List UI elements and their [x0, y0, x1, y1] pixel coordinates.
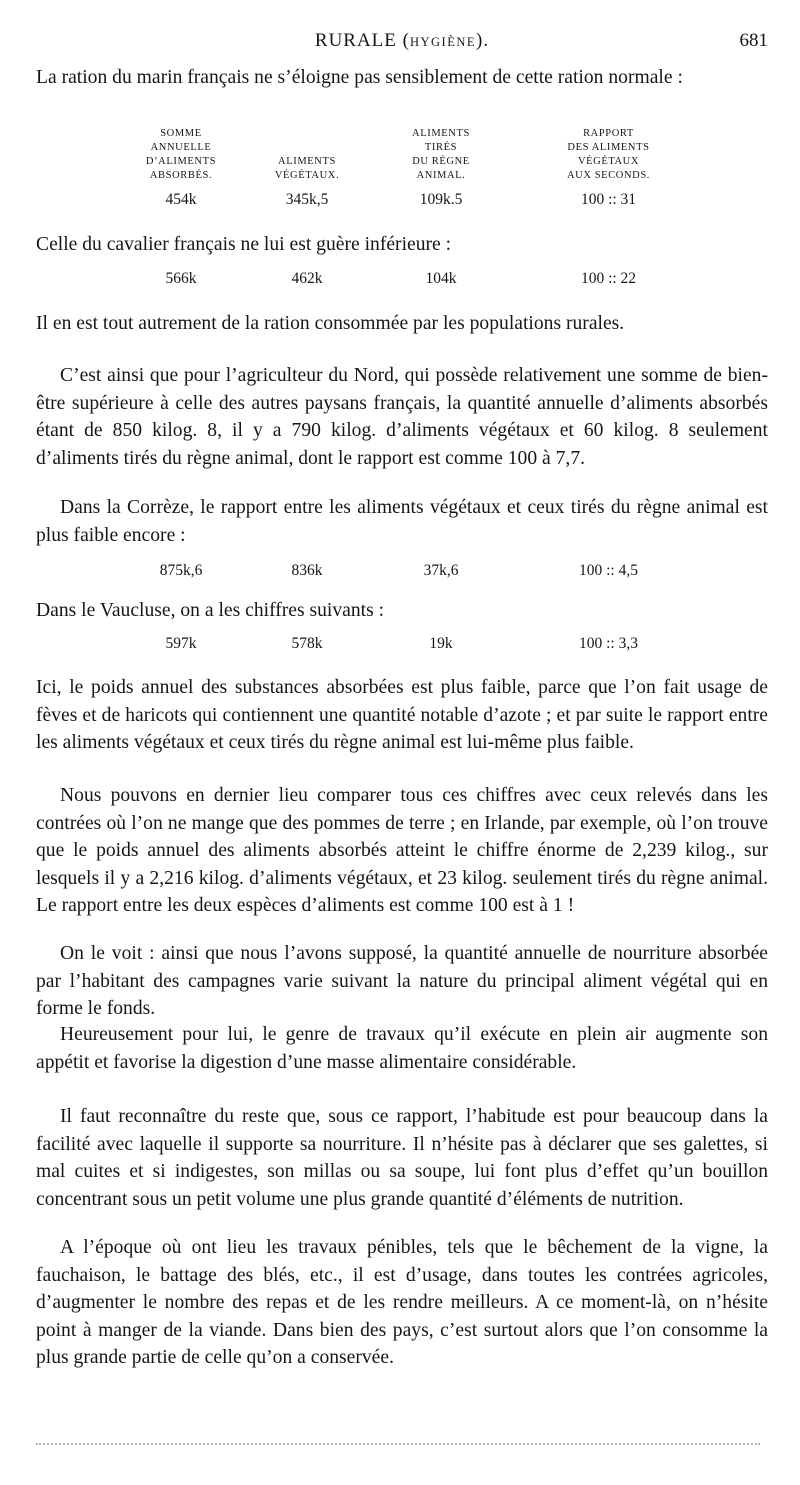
- page-number: 681: [739, 30, 768, 51]
- header-line: VÉGÉTAUX: [577, 156, 640, 167]
- title-main: RURALE (: [314, 30, 410, 51]
- cell-rapport: 100 :: 22: [580, 270, 637, 287]
- paragraph-marin: La ration du marin français ne s’éloigne pas sensiblement de cette ration normale :: [36, 67, 683, 88]
- header-line: D’ALIMENTS: [145, 156, 217, 167]
- header-line: ABSORBÉS.: [149, 170, 213, 181]
- row-correze: [36, 562, 768, 584]
- title-end: ).: [476, 30, 490, 51]
- paragraph-vaucluse: Dans le Vaucluse, on a les chiffres suivants :: [36, 600, 385, 621]
- cell-vegetaux: 836k: [291, 562, 323, 579]
- cell-somme: 454k: [165, 191, 197, 208]
- bottom-rule: [36, 1443, 760, 1445]
- cell-somme: 597k: [165, 635, 197, 652]
- paragraph-habitude: Il faut reconnaître du reste que, sous ce rapport, l’habitude est pour beaucoup dans la facilité avec laquelle il supporte sa nourriture. Il n’hésite pas à déclarer que ses galettes, si mal cuites et si indigestes, son millas ou sa soupe, lui font plus d’effet qu’un bouillon concentrant sous un petit volume une plus grande quantité d’éléments de nutrition.: [36, 1106, 768, 1210]
- ration-table-header: [36, 127, 768, 187]
- paragraph-correze: Dans la Corrèze, le rapport entre les aliments végétaux et ceux tirés du règne animal est plus faible encore :: [36, 497, 768, 546]
- paragraph-nord: C’est ainsi que pour l’agriculteur du Nord, qui possède relativement une somme de bien-être supérieure à celle des autres paysans français, la quantité annuelle d’aliments absorbés étant de 850 kilog. 8, il y a 790 kilog. d’aliments végétaux et 60 kilog. 8 seulement d’aliments tirés du règne animal, dont le rapport est comme 100 à 7,7.: [36, 365, 768, 469]
- running-header: [36, 30, 768, 58]
- header-line: TIRÉS: [424, 142, 458, 153]
- header-line: ALIMENTS: [278, 156, 336, 167]
- cell-vegetaux: 345k,5: [285, 191, 329, 208]
- header-line: DU RÈGNE: [412, 156, 470, 167]
- header-line: DES ALIMENTS: [567, 142, 650, 153]
- title-subject: HYGIÈNE: [409, 35, 477, 49]
- cell-rapport: 100 :: 3,3: [579, 635, 638, 652]
- header-somme-annuelle: [121, 127, 241, 183]
- row-cavalier: [36, 270, 768, 292]
- cell-animaux: 109k.5: [419, 191, 463, 208]
- cell-vegetaux: 462k: [291, 270, 323, 287]
- cell-rapport: 100 :: 4,5: [579, 562, 638, 579]
- row-marin: [36, 191, 768, 213]
- header-line: ANIMAL.: [416, 170, 466, 181]
- header-line: SOMME: [160, 128, 202, 139]
- header-rapport: [541, 127, 676, 183]
- cell-animaux: 37k,6: [423, 562, 459, 579]
- cell-rapport: 100 :: 31: [580, 191, 637, 208]
- paragraph-travaux: Heureusement pour lui, le genre de travaux qu’il exécute en plein air augmente son appétit et favorise la digestion d’une masse alimentaire considérable.: [36, 1024, 768, 1073]
- running-title: [36, 30, 768, 52]
- header-line: VÉGÉTAUX.: [274, 170, 340, 181]
- paragraph-nourriture: On le voit : ainsi que nous l’avons supposé, la quantité annuelle de nourriture absorbée par l’habitant des campagnes varie suivant la nature du principal aliment végétal qui en forme le fonds.: [36, 943, 768, 1020]
- cell-somme: 875k,6: [159, 562, 203, 579]
- header-line: ANNUELLE: [150, 142, 212, 153]
- header-line: AUX SECONDS.: [566, 170, 651, 181]
- cell-animaux: 104k: [425, 270, 457, 287]
- header-line: ALIMENTS: [412, 128, 470, 139]
- paragraph-vaucluse-explanation: Ici, le poids annuel des substances absorbées est plus faible, parce que l’on fait usage de fèves et de haricots qui contiennent une quantité notable d’azote ; et par suite le rapport entre les aliments végétaux et ceux tirés du règne animal est lui-même plus faible.: [36, 677, 768, 754]
- header-line: RAPPORT: [583, 128, 634, 139]
- header-aliments-vegetaux: [247, 127, 367, 183]
- cell-vegetaux: 578k: [291, 635, 323, 652]
- paragraph-rurales: Il en est tout autrement de la ration consommée par les populations rurales.: [36, 313, 625, 334]
- cell-animaux: 19k: [429, 635, 453, 652]
- paragraph-irlande: Nous pouvons en dernier lieu comparer tous ces chiffres avec ceux relevés dans les contrées où l’on ne mange que des pommes de terre ; en Irlande, par exemple, où l’on trouve que le poids annuel des aliments absorbés atteint le chiffre énorme de 2,239 kilog., sur lesquels il y a 2,216 kilog. d’aliments végétaux, et 23 kilog. seulement tirés du règne animal. Le rapport entre les deux espèces d’aliments est comme 100 est à 1 !: [36, 785, 768, 917]
- header-aliments-animaux: [381, 127, 501, 183]
- paragraph-cavalier: Celle du cavalier français ne lui est guère inférieure :: [36, 234, 452, 255]
- row-vaucluse: [36, 635, 768, 657]
- cell-somme: 566k: [165, 270, 197, 287]
- paragraph-epoque: A l’époque où ont lieu les travaux pénibles, tels que le bêchement de la vigne, la fauchaison, le battage des blés, etc., il est d’usage, dans toutes les contrées agricoles, d’augmenter le nombre des repas et de les rendre meilleurs. A ce moment-là, on n’hésite point à manger de la viande. Dans bien des pays, c’est surtout alors que l’on consomme la plus grande partie de celle qu’on a conservée.: [36, 1237, 768, 1369]
